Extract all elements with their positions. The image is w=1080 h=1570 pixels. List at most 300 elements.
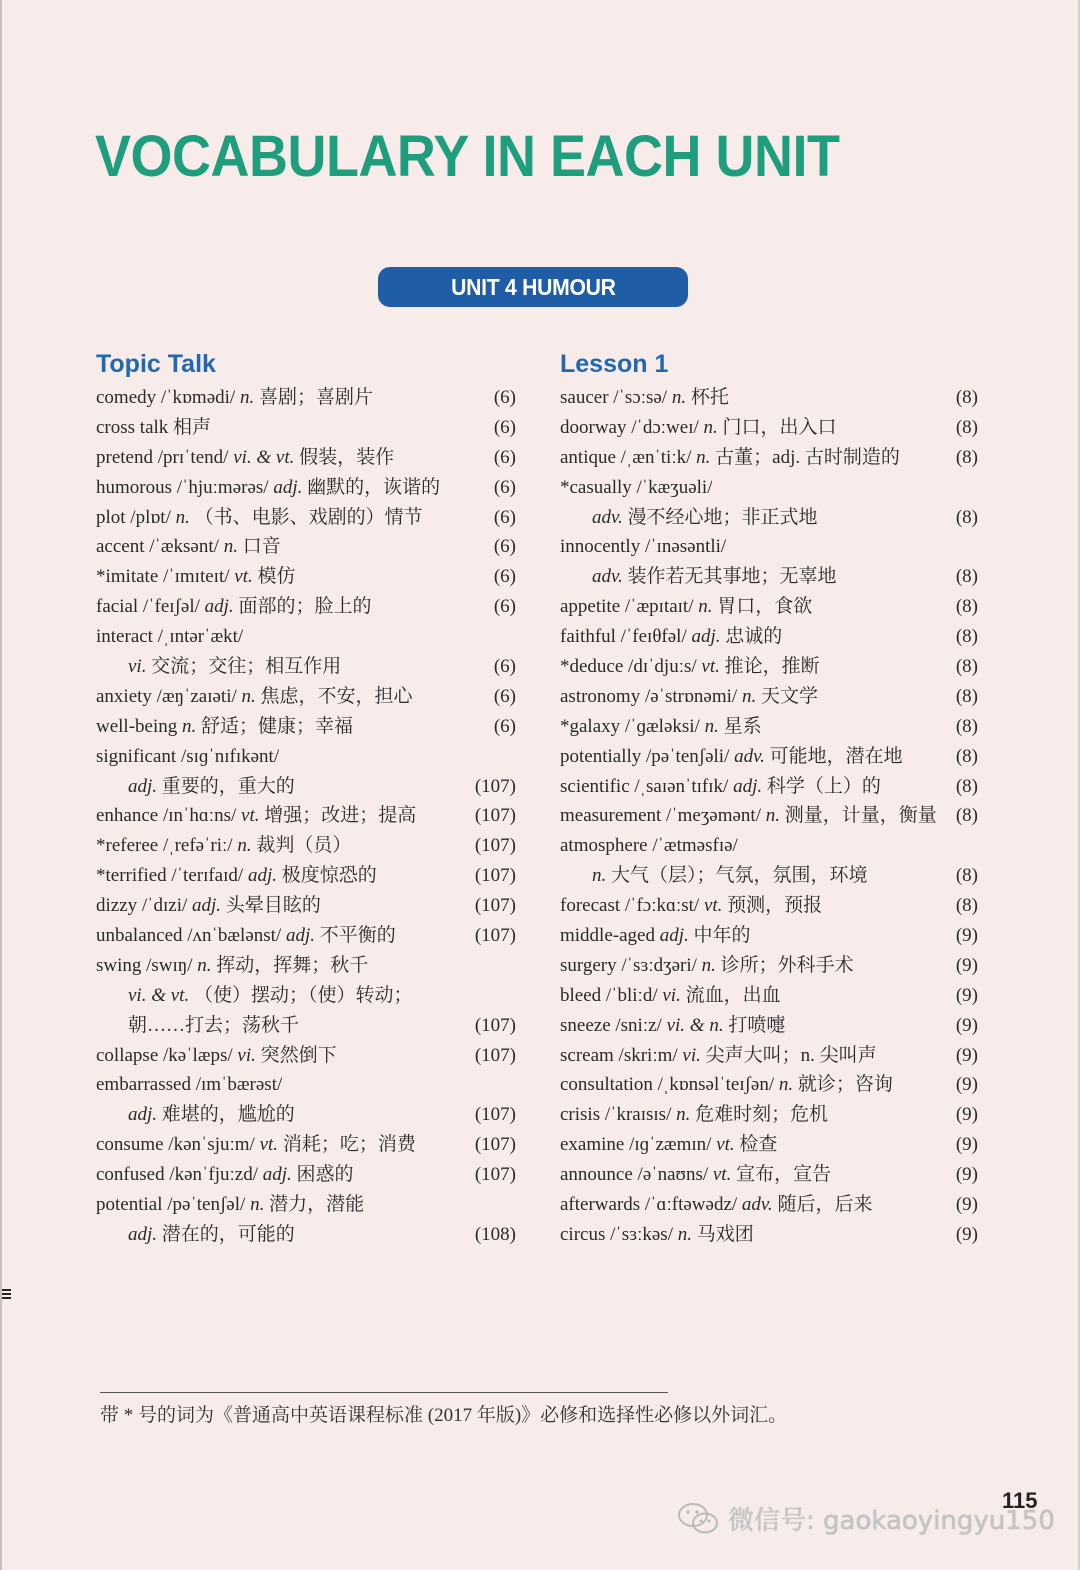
- vocab-entry: [560, 1100, 978, 1130]
- entry-text: [96, 801, 416, 831]
- vocab-entry: [560, 861, 978, 891]
- part-of-speech: adj.: [262, 1164, 292, 1186]
- meaning: 门口，出入口: [722, 416, 837, 438]
- vocab-entry: [560, 1070, 978, 1100]
- headword: potentially /pəˈtenʃəli/: [560, 745, 730, 767]
- part-of-speech: adv.: [734, 745, 765, 767]
- headword: pretend /prɪˈtend/: [96, 446, 229, 468]
- entry-text: [560, 503, 818, 533]
- page-reference: (8): [955, 656, 978, 678]
- entry-text: [560, 951, 854, 981]
- vocab-entry: [560, 891, 978, 921]
- page-reference: (6): [493, 596, 516, 618]
- vocab-entry: [96, 592, 516, 622]
- watermark: [676, 1500, 1055, 1537]
- page-reference: (107): [474, 835, 516, 857]
- entry-text: [560, 1190, 872, 1220]
- page-reference: (8): [955, 715, 978, 737]
- part-of-speech: n.: [676, 1104, 691, 1126]
- vocab-entry: [96, 772, 516, 802]
- headword: facial /ˈfeɪʃəl/: [96, 596, 200, 618]
- headword: circus /ˈsɜːkəs/: [560, 1223, 673, 1245]
- page-reference: (107): [474, 805, 516, 827]
- part-of-speech: adj.: [659, 925, 689, 947]
- entry-text: [560, 383, 729, 413]
- unit-badge: [378, 267, 688, 307]
- page-reference: (8): [955, 506, 978, 528]
- meaning: 尖声大叫；n. 尖叫声: [705, 1044, 877, 1066]
- entry-text: [560, 891, 822, 921]
- part-of-speech: n.: [250, 1194, 265, 1216]
- vocab-entry: [96, 383, 516, 413]
- entry-text: [96, 951, 368, 981]
- page-reference: (9): [955, 1164, 978, 1186]
- meaning: （书、电影、戏剧的）情节: [194, 506, 423, 528]
- watermark-text: 微信号: gaokaoyingyu150: [728, 1506, 1055, 1536]
- page-number: 115: [1002, 1488, 1038, 1513]
- entry-text: [560, 682, 818, 712]
- vocab-entry: [560, 622, 978, 652]
- page-reference: (6): [493, 715, 516, 737]
- vocab-entry: [96, 742, 516, 772]
- vocab-entry: [560, 772, 978, 802]
- meaning: 诊所；外科手术: [720, 954, 854, 976]
- part-of-speech: vt.: [234, 566, 253, 588]
- headword: anxiety /æŋˈzaɪəti/: [96, 685, 237, 707]
- meaning: 马戏团: [696, 1223, 754, 1245]
- meaning: 危难时刻；危机: [695, 1104, 829, 1126]
- vocab-entry: [96, 981, 516, 1011]
- entry-text: [96, 891, 321, 921]
- page-reference: (107): [474, 865, 516, 887]
- vocab-entry: [560, 443, 978, 473]
- page-reference: (6): [493, 416, 516, 438]
- vocab-entry: [96, 1220, 516, 1250]
- part-of-speech: adj.: [691, 626, 721, 648]
- part-of-speech: vi. & vt.: [128, 984, 190, 1006]
- part-of-speech: n.: [175, 506, 190, 528]
- page-reference: (9): [955, 954, 978, 976]
- entry-text: [96, 1070, 282, 1100]
- headword: scream /skriːm/: [560, 1044, 678, 1066]
- meaning: 装作若无其事地；无辜地: [627, 566, 837, 588]
- wechat-icon: [676, 1501, 720, 1537]
- meaning: 朝……打去；荡秋千: [128, 1014, 300, 1036]
- vocab-entry: [560, 921, 978, 951]
- part-of-speech: n.: [592, 865, 607, 887]
- meaning: 挥动，挥舞；秋千: [216, 954, 369, 976]
- headword: consultation /ˌkɒnsəlˈteɪʃən/: [560, 1074, 775, 1096]
- part-of-speech: n.: [703, 416, 718, 438]
- part-of-speech: adv.: [592, 506, 623, 528]
- part-of-speech: vt.: [703, 895, 723, 917]
- page-reference: (6): [493, 536, 516, 558]
- binding-mark-icon: [2, 1289, 11, 1303]
- vocab-entry: [96, 443, 516, 473]
- entry-text: [96, 742, 279, 772]
- part-of-speech: adj.: [285, 925, 315, 947]
- page-reference: (6): [493, 685, 516, 707]
- unit-label: UNIT 4 HUMOUR: [450, 273, 616, 300]
- headword: antique /ˌænˈtiːk/: [560, 446, 692, 468]
- vocab-entry: [96, 503, 516, 533]
- entry-text: [560, 413, 837, 443]
- meaning: 不平衡的: [319, 925, 396, 947]
- headword: measurement /ˈmeʒəmənt/: [560, 805, 761, 827]
- vocab-entry: [96, 712, 516, 742]
- headword: *casually /ˈkæʒuəli/: [560, 476, 713, 498]
- meaning: 假装，装作: [299, 446, 395, 468]
- entry-text: [96, 622, 243, 652]
- page-reference: (9): [955, 1044, 978, 1066]
- headword: interact /ˌɪntərˈækt/: [96, 626, 244, 648]
- vocab-entry: [560, 682, 978, 712]
- meaning: 古董；adj. 古时制造的: [715, 446, 900, 468]
- part-of-speech: vi.: [128, 656, 147, 678]
- headword: cross talk: [96, 416, 169, 438]
- headword: saucer /ˈsɔːsə/: [560, 387, 668, 408]
- page-reference: (6): [493, 446, 516, 468]
- entry-text: [96, 831, 351, 861]
- part-of-speech: n.: [701, 954, 716, 976]
- entry-text: [560, 532, 726, 562]
- meaning: 推论，推断: [724, 656, 820, 678]
- headword: well-being: [96, 715, 178, 737]
- page-reference: (9): [955, 1074, 978, 1096]
- headword: consume /kənˈsjuːm/: [96, 1134, 255, 1156]
- headword: confused /kənˈfjuːzd/: [96, 1164, 258, 1186]
- page-reference: (107): [474, 925, 516, 947]
- meaning: 漫不经心地；非正式地: [627, 506, 818, 528]
- meaning: 检查: [739, 1134, 778, 1156]
- part-of-speech: adj.: [192, 895, 222, 917]
- page-title: VOCABULARY IN EACH UNIT: [95, 124, 840, 189]
- part-of-speech: n.: [696, 446, 711, 468]
- page-reference: (9): [955, 1014, 978, 1036]
- page-reference: (107): [474, 895, 516, 917]
- vocab-entry: [560, 831, 978, 861]
- page-reference: (9): [955, 1223, 978, 1245]
- page-reference: (107): [474, 1104, 516, 1126]
- entry-text: [560, 921, 751, 951]
- part-of-speech: vi.: [682, 1044, 701, 1066]
- part-of-speech: n.: [197, 954, 212, 976]
- headword: afterwards /ˈɑːftəwədz/: [560, 1194, 738, 1216]
- headword: humorous /ˈhjuːmərəs/: [96, 476, 269, 498]
- headword: astronomy /əˈstrɒnəmi/: [560, 685, 738, 707]
- entry-text: [96, 1130, 416, 1160]
- meaning: 随后，后来: [777, 1194, 873, 1216]
- vocab-entry: [96, 532, 516, 562]
- headword: collapse /kəˈlæps/: [96, 1044, 233, 1066]
- entry-text: [96, 592, 371, 622]
- part-of-speech: n.: [223, 536, 238, 558]
- entry-text: [560, 1011, 785, 1041]
- headword: doorway /ˈdɔːweɪ/: [560, 416, 699, 438]
- vocab-entry: [560, 413, 978, 443]
- part-of-speech: vt.: [716, 1134, 735, 1156]
- part-of-speech: adv.: [592, 566, 623, 588]
- vocab-list: [560, 383, 978, 1250]
- page-reference: (8): [955, 865, 978, 887]
- headword: dizzy /ˈdɪzi/: [96, 895, 188, 917]
- page-edge: [0, 0, 2, 1570]
- page-reference: (9): [955, 1194, 978, 1216]
- entry-text: [96, 562, 296, 592]
- vocab-entry: [96, 861, 516, 891]
- headword: bleed /ˈbliːd/: [560, 984, 658, 1006]
- meaning: 预测，预报: [727, 895, 823, 917]
- page-reference: (9): [955, 925, 978, 947]
- vocab-entry: [96, 622, 516, 652]
- meaning: 突然倒下: [260, 1044, 337, 1066]
- meaning: 舒适；健康；幸福: [201, 715, 354, 737]
- meaning: 可能地，潜在地: [769, 745, 903, 767]
- page-reference: (107): [474, 775, 516, 797]
- headword: potential /pəˈtenʃəl/: [96, 1194, 246, 1216]
- entry-text: [560, 592, 812, 622]
- entry-text: [96, 443, 394, 473]
- vocab-entry: [96, 891, 516, 921]
- entry-text: [96, 1011, 299, 1041]
- vocab-entry: [560, 473, 978, 503]
- vocab-entry: [560, 1011, 978, 1041]
- entry-text: [560, 473, 712, 503]
- vocab-entry: [96, 1160, 516, 1190]
- entry-text: [96, 1190, 364, 1220]
- page-reference: (6): [493, 387, 516, 408]
- entry-text: [560, 1220, 754, 1250]
- vocab-entry: [560, 742, 978, 772]
- headword: significant /sɪɡˈnɪfɪkənt/: [96, 745, 280, 767]
- part-of-speech: n.: [704, 715, 719, 737]
- entry-text: [560, 831, 738, 861]
- entry-text: [560, 622, 782, 652]
- meaning: 模仿: [257, 566, 296, 588]
- page-reference: (107): [474, 1164, 516, 1186]
- page-reference: (9): [955, 984, 978, 1006]
- headword: sneeze /sniːz/: [560, 1014, 662, 1036]
- part-of-speech: n.: [741, 685, 757, 707]
- headword: comedy /ˈkɒmədi/: [96, 387, 236, 408]
- meaning: 潜在的，可能的: [161, 1223, 295, 1245]
- meaning: 极度惊恐的: [281, 865, 377, 887]
- headword: examine /ɪɡˈzæmɪn/: [560, 1134, 712, 1156]
- meaning: 就诊；咨询: [797, 1074, 893, 1096]
- vocab-entry: [560, 1190, 978, 1220]
- headword: *referee /ˌrefəˈriː/: [96, 835, 233, 857]
- vocab-entry: [560, 652, 978, 682]
- meaning: 难堪的，尴尬的: [161, 1104, 295, 1126]
- page-reference: (8): [955, 775, 978, 797]
- entry-text: [560, 1070, 893, 1100]
- headword: atmosphere /ˈætməsfɪə/: [560, 835, 738, 857]
- page-reference: (9): [955, 1134, 978, 1156]
- headword: innocently /ˈɪnəsəntli/: [560, 536, 727, 558]
- entry-text: [96, 921, 396, 951]
- headword: *terrified /ˈterɪfaɪd/: [96, 865, 244, 887]
- headword: middle-aged: [560, 925, 655, 947]
- entry-text: [96, 1160, 354, 1190]
- entry-text: [560, 1041, 877, 1071]
- headword: unbalanced /ʌnˈbælənst/: [96, 925, 282, 947]
- vocab-entry: [560, 1041, 978, 1071]
- vocab-entry: [96, 1130, 516, 1160]
- meaning: 面部的；脸上的: [238, 596, 372, 618]
- vocab-entry: [96, 801, 516, 831]
- page-reference: (8): [955, 566, 978, 588]
- vocab-entry: [560, 532, 978, 562]
- entry-text: [96, 532, 281, 562]
- vocab-entry: [96, 1011, 516, 1041]
- meaning: 测量，计量，衡量: [784, 805, 937, 827]
- headword: *imitate /ˈɪmɪteɪt/: [96, 566, 230, 588]
- meaning: 增强；改进；提高: [264, 805, 417, 827]
- part-of-speech: vi. & n.: [666, 1014, 724, 1036]
- entry-text: [96, 1220, 295, 1250]
- vocab-entry: [96, 1070, 516, 1100]
- part-of-speech: adj.: [128, 1104, 158, 1126]
- vocab-entry: [560, 712, 978, 742]
- part-of-speech: adv.: [741, 1194, 773, 1216]
- topic-talk-column: [96, 345, 516, 1250]
- entry-text: [96, 413, 211, 443]
- part-of-speech: n.: [671, 387, 687, 408]
- headword: enhance /ɪnˈhɑːns/: [96, 805, 237, 827]
- meaning: 科学（上）的: [766, 775, 881, 797]
- page-reference: (6): [493, 506, 516, 528]
- part-of-speech: n.: [698, 596, 713, 618]
- vocab-list: [96, 383, 516, 1250]
- entry-text: [96, 473, 440, 503]
- page-reference: (6): [493, 566, 516, 588]
- entry-text: [560, 1130, 777, 1160]
- page-reference: (108): [474, 1223, 516, 1245]
- headword: surgery /ˈsɜːdʒəri/: [560, 954, 697, 976]
- meaning: 胃口，食欲: [717, 596, 813, 618]
- meaning: 消耗；吃；消费: [282, 1134, 416, 1156]
- part-of-speech: vt.: [241, 805, 260, 827]
- part-of-speech: vi.: [662, 984, 681, 1006]
- headword: *deduce /dɪˈdjuːs/: [560, 656, 697, 678]
- meaning: 裁判（员）: [256, 835, 352, 857]
- entry-text: [96, 861, 377, 891]
- part-of-speech: n.: [677, 1223, 692, 1245]
- page-reference: (8): [955, 745, 978, 767]
- part-of-speech: vi.: [237, 1044, 256, 1066]
- page-reference: (107): [474, 1134, 516, 1156]
- headword: appetite /ˈæpɪtaɪt/: [560, 596, 694, 618]
- page-reference: (8): [955, 895, 978, 917]
- part-of-speech: vi. & vt.: [233, 446, 295, 468]
- page-reference: (8): [955, 805, 978, 827]
- vocab-entry: [560, 951, 978, 981]
- meaning: 相声: [173, 416, 212, 438]
- vocab-entry: [96, 1190, 516, 1220]
- entry-text: [560, 742, 903, 772]
- entry-text: [560, 562, 837, 592]
- page-reference: (6): [493, 476, 516, 498]
- page-reference: (107): [474, 1044, 516, 1066]
- vocab-entry: [560, 503, 978, 533]
- meaning: 流血，出血: [685, 984, 781, 1006]
- page-reference: (6): [493, 656, 516, 678]
- entry-text: [96, 652, 341, 682]
- entry-text: [96, 772, 295, 802]
- meaning: 交流；交往；相互作用: [151, 656, 342, 678]
- page-reference: (8): [955, 596, 978, 618]
- part-of-speech: adj.: [128, 1223, 158, 1245]
- part-of-speech: adj.: [733, 775, 763, 797]
- meaning: （使）摆动；（使）转动；: [193, 984, 413, 1006]
- part-of-speech: adj.: [204, 596, 234, 618]
- vocab-entry: [96, 562, 516, 592]
- lesson-1-column: [560, 345, 978, 1250]
- headword: announce /əˈnaʊns/: [560, 1164, 709, 1186]
- section-heading: Topic Talk: [96, 350, 216, 378]
- section-heading: Lesson 1: [560, 350, 669, 378]
- meaning: 星系: [723, 715, 762, 737]
- headword: plot /plɒt/: [96, 506, 171, 528]
- headword: *galaxy /ˈɡæləksi/: [560, 715, 700, 737]
- part-of-speech: adj.: [128, 775, 158, 797]
- headword: faithful /ˈfeɪθfəl/: [560, 626, 687, 648]
- page-reference: (8): [955, 446, 978, 468]
- page-reference: (107): [474, 1014, 516, 1036]
- entry-text: [560, 801, 937, 831]
- meaning: 困惑的: [296, 1164, 354, 1186]
- footnote: 带 * 号的词为《普通高中英语课程标准 (2017 年版)》必修和选择性必修以外词汇。: [100, 1405, 788, 1426]
- headword: embarrassed /ɪmˈbærəst/: [96, 1074, 283, 1096]
- part-of-speech: vt.: [701, 656, 720, 678]
- entry-text: [96, 1100, 295, 1130]
- vocab-entry: [96, 1041, 516, 1071]
- meaning: 潜力，潜能: [269, 1194, 365, 1216]
- meaning: 中年的: [693, 925, 751, 947]
- vocab-entry: [96, 951, 516, 981]
- headword: accent /ˈæksənt/: [96, 536, 219, 558]
- part-of-speech: vt.: [712, 1164, 732, 1186]
- page-reference: (8): [955, 416, 978, 438]
- entry-text: [560, 772, 881, 802]
- entry-text: [96, 383, 373, 413]
- headword: forecast /ˈfɔːkɑːst/: [560, 895, 700, 917]
- vocab-entry: [560, 801, 978, 831]
- entry-text: [96, 503, 423, 533]
- meaning: 重要的，重大的: [161, 775, 295, 797]
- page-reference: (8): [955, 685, 978, 707]
- vocab-entry: [560, 1130, 978, 1160]
- footnote-divider: [100, 1392, 668, 1393]
- entry-text: [560, 1100, 828, 1130]
- meaning: 大气（层）；气氛，氛围，环境: [611, 865, 868, 887]
- vocab-entry: [560, 383, 978, 413]
- meaning: 杯托: [690, 387, 729, 408]
- meaning: 焦虑，不安，担心: [260, 685, 413, 707]
- page-reference: (8): [955, 387, 978, 408]
- entry-text: [560, 443, 900, 473]
- part-of-speech: n.: [239, 387, 255, 408]
- vocab-entry: [560, 1160, 978, 1190]
- entry-text: [96, 682, 413, 712]
- vocab-entry: [560, 592, 978, 622]
- vocab-entry: [560, 981, 978, 1011]
- part-of-speech: n.: [241, 685, 256, 707]
- vocab-entry: [96, 1100, 516, 1130]
- meaning: 打喷嚏: [728, 1014, 786, 1036]
- headword: scientific /ˌsaɪənˈtɪfɪk/: [560, 775, 729, 797]
- meaning: 头晕目眩的: [225, 895, 321, 917]
